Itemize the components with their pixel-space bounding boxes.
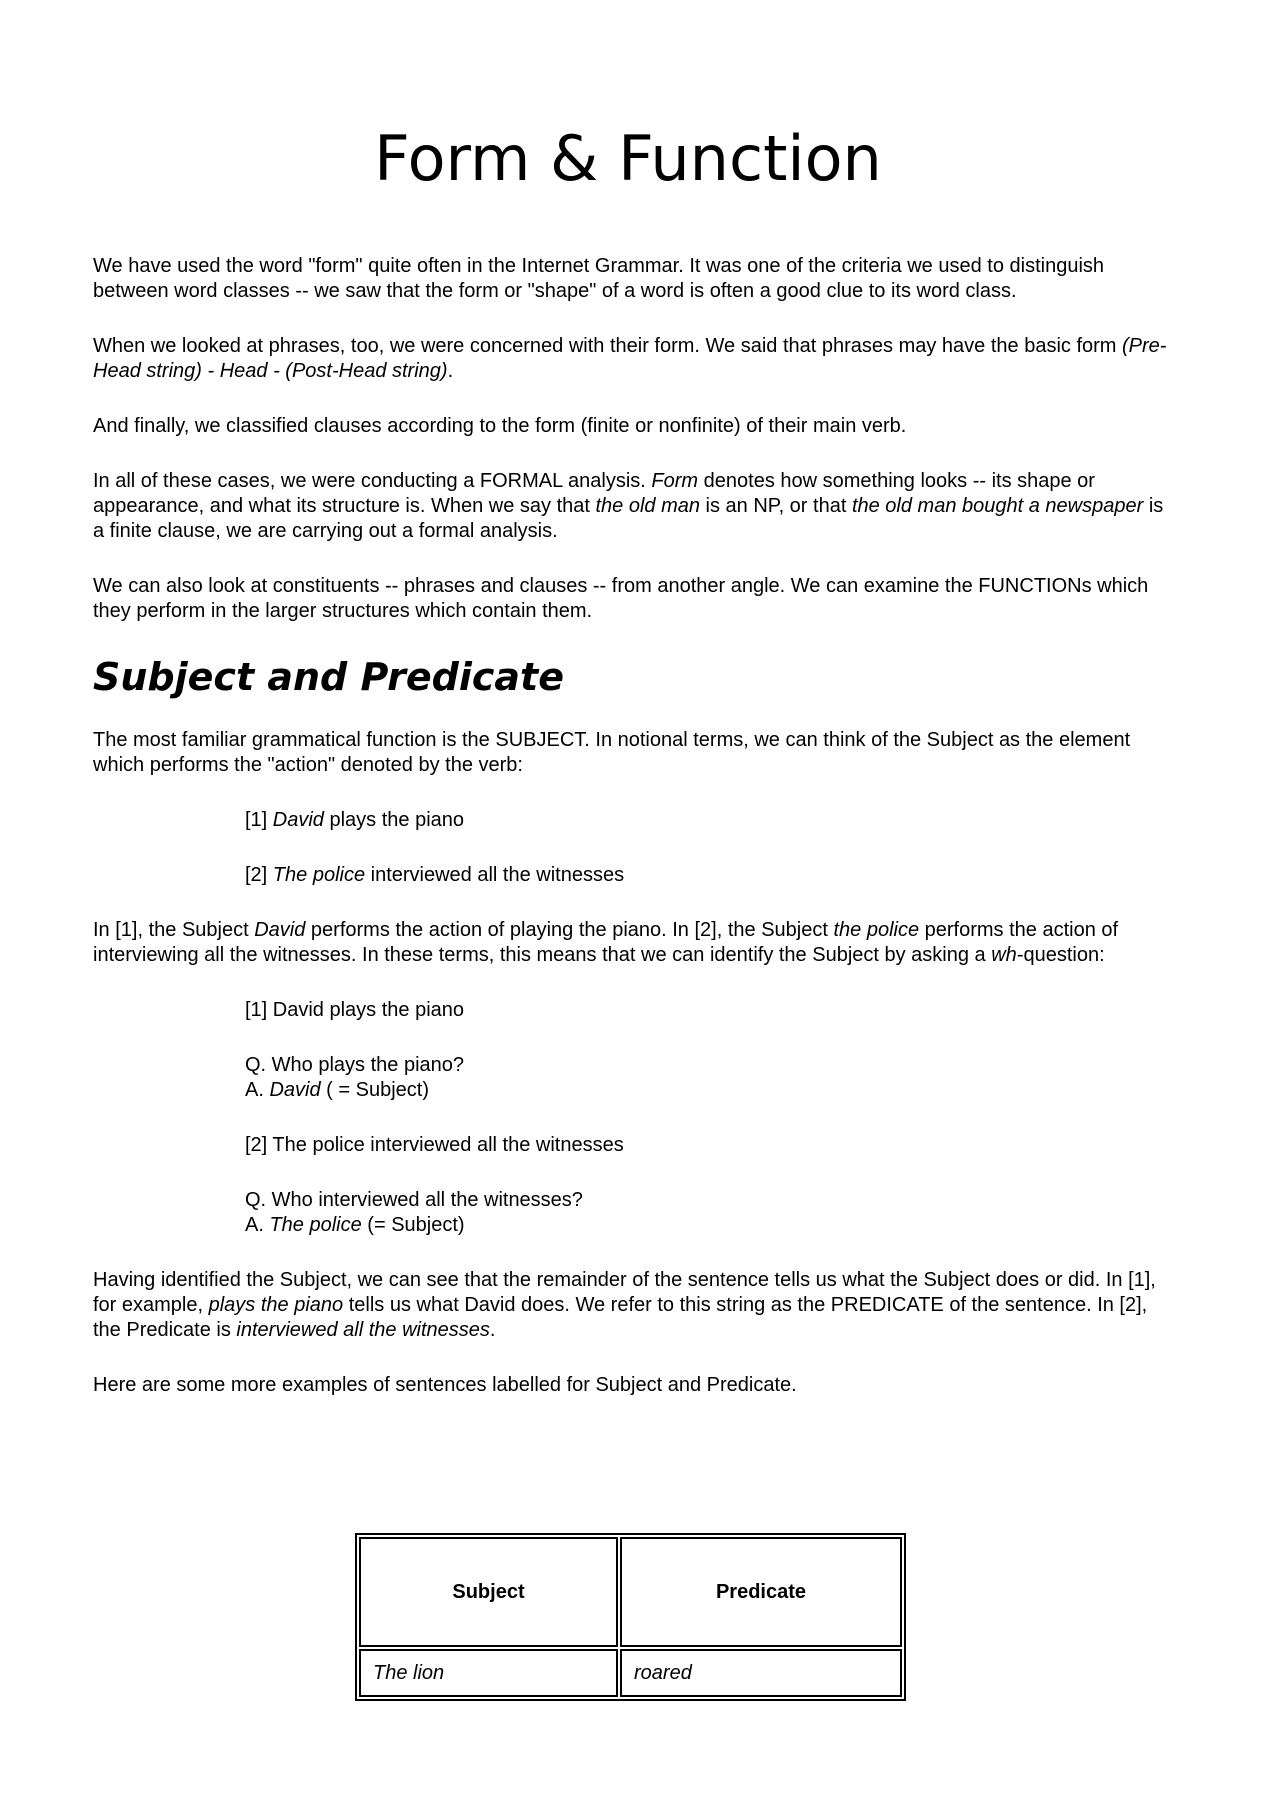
- table-cell-predicate: roared: [620, 1649, 902, 1697]
- question-sentence-1: [1] David plays the piano: [245, 999, 465, 1021]
- subject-predicate-table-wrapper: [355, 1533, 906, 1701]
- intro-paragraph-4: In all of these cases, we were conducting a FORMAL analysis. Form denotes how something looks -- its shape or appearance, and what its structure is. When we say that the old man is an NP, or that the old man bought a newspaper is a finite clause, we are carrying out a formal analysis.: [93, 470, 1164, 542]
- document-body: [93, 254, 1173, 1428]
- table-header-row: [359, 1537, 902, 1647]
- question-answer-2: Q. Who interviewed all the witnesses? A. The police (= Subject): [245, 1189, 583, 1236]
- table-header-subject: Subject: [359, 1537, 618, 1647]
- table-cell-subject: The lion: [359, 1649, 618, 1697]
- section-paragraph-4: Here are some more examples of sentences labelled for Subject and Predicate.: [93, 1374, 797, 1396]
- table-row: [359, 1649, 902, 1697]
- example-1: [1] David plays the piano: [245, 809, 465, 831]
- question-answer-1: Q. Who plays the piano? A. David ( = Subject): [245, 1054, 465, 1101]
- intro-paragraph-3: And finally, we classified clauses according to the form (finite or nonfinite) of their main verb.: [93, 415, 907, 437]
- section-paragraph-3: Having identified the Subject, we can see that the remainder of the sentence tells us what the Subject does or did. In [1], for example, plays the piano tells us what David does. We refer to this string as the PREDICATE of the sentence. In [2], the Predicate is interviewed all the witnesses.: [93, 1269, 1156, 1341]
- example-2: [2] The police interviewed all the witnesses: [245, 864, 625, 886]
- intro-paragraph-1: We have used the word "form" quite often in the Internet Grammar. It was one of the criteria we used to distinguish between word classes -- we saw that the form or "shape" of a word is often a good clue to its word class.: [93, 255, 1105, 302]
- subject-predicate-table: [355, 1533, 906, 1701]
- question-sentence-2: [2] The police interviewed all the witnesses: [245, 1134, 624, 1156]
- page-title: Form & Function: [374, 122, 882, 195]
- table-header-predicate: Predicate: [620, 1537, 902, 1647]
- section-paragraph-1: The most familiar grammatical function is the SUBJECT. In notional terms, we can think of the Subject as the element which performs the "action" denoted by the verb:: [93, 729, 1131, 776]
- section-paragraph-2: In [1], the Subject David performs the action of playing the piano. In [2], the Subject the police performs the action of interviewing all the witnesses. In these terms, this means that we can identify the Subject by asking a wh-question:: [93, 919, 1119, 966]
- section-heading: Subject and Predicate: [93, 655, 564, 699]
- intro-paragraph-2: When we looked at phrases, too, we were concerned with their form. We said that phrases may have the basic form (Pre-Head string) - Head - (Post-Head string).: [93, 335, 1167, 382]
- intro-paragraph-5: We can also look at constituents -- phrases and clauses -- from another angle. We can examine the FUNCTIONs which they perform in the larger structures which contain them.: [93, 575, 1149, 622]
